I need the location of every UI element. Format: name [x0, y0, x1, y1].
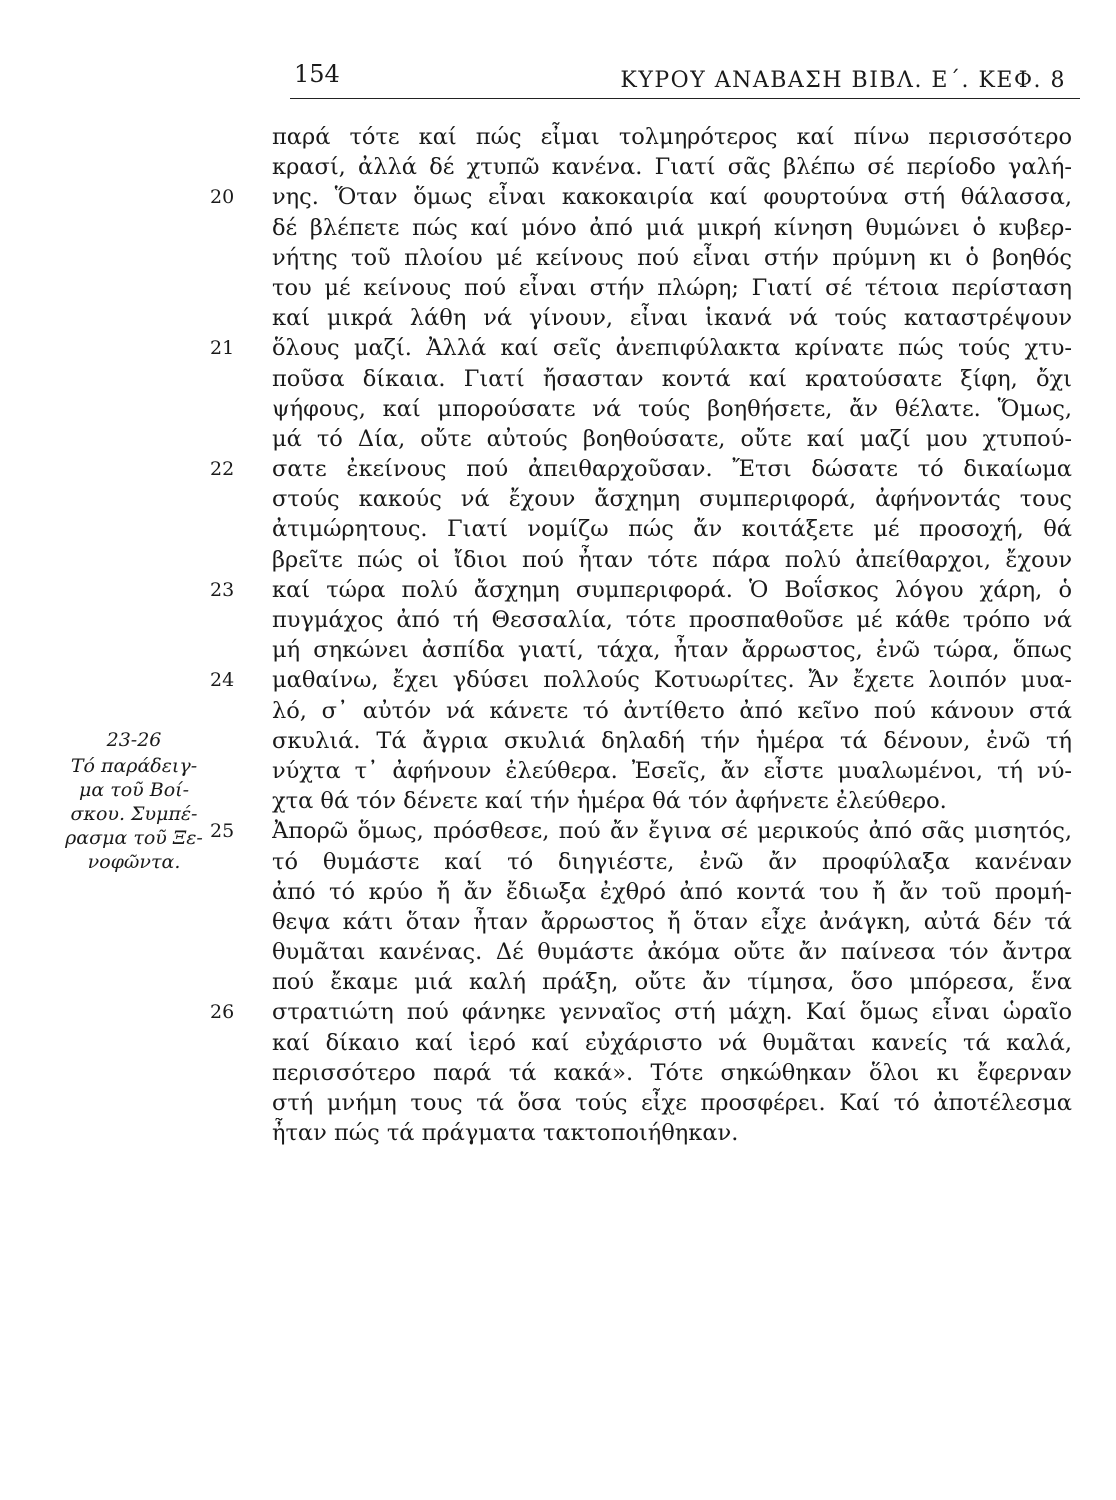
text-line — [210, 182, 1072, 212]
line-text: του μέ κείνους πού εἶναι στήν πλώρη; Γιατί σέ τέτοια περίσταση — [272, 274, 1072, 301]
line-text: στή μνήμη τους τά ὅσα τούς εἶχε προσφέρει. Καί τό ἀποτέλεσμα — [272, 1090, 1072, 1116]
line-text: θεψα κάτι ὅταν ἦταν ἄρρωστος ἤ ὅταν εἶχε ἀνάγκη, αὐτά δέν τά — [272, 908, 1072, 935]
text-line — [272, 303, 1072, 333]
line-text: σκυλιά. Τά ἄγρια σκυλιά δηλαδή τήν ἡμέρα τά δένουν, ἐνῶ τή — [272, 727, 1072, 754]
text-line — [210, 816, 1072, 846]
line-text: παρά τότε καί πώς εἶμαι τολμηρότερος καί πίνω περισσότερο — [272, 124, 1072, 150]
line-text: κρασί, ἀλλά δέ χτυπῶ κανένα. Γιατί σᾶς βλέπω σέ περίοδο γαλή- — [272, 154, 1072, 181]
line-text: πού ἔκαμε μιά καλή πράξη, οὔτε ἄν τίμησα, ὅσο μπόρεσα, ἕνα — [272, 969, 1072, 996]
line-text: μαθαίνω, ἔχει γδύσει πολλούς Κοτυωρίτες. Ἄν ἔχετε λοιπόν μυα- — [272, 667, 1072, 694]
verse-number: 24 — [210, 669, 235, 692]
text-line — [210, 575, 1072, 605]
body-text — [210, 122, 1072, 1148]
line-text: καί δίκαιο καί ἱερό καί εὐχάριστο νά θυμᾶται κανείς τά καλά, — [272, 1029, 1072, 1056]
line-text: καί τώρα πολύ ἄσχημη συμπεριφορά. Ὁ Βοΐσκος λόγου χάρη, ὁ — [272, 576, 1072, 603]
line-text: τό θυμάστε καί τό διηγιέστε, ἐνῶ ἄν προφύλαξα κανέναν — [272, 848, 1072, 875]
text-line — [272, 756, 1072, 786]
text-line — [272, 1028, 1072, 1058]
line-text: χτα θά τόν δένετε καί τήν ἡμέρα θά τόν ἀφήνετε ἐλεύθερο. — [272, 788, 947, 815]
line-text: λό, σ᾽ αὐτόν νά κάνετε τό ἀντίθετο ἀπό κεῖνο πού κάνουν στά — [272, 697, 1072, 724]
line-text: στρατιώτη πού φάνηκε γενναῖος στή μάχη. Καί ὅμως εἶναι ὡραῖο — [272, 999, 1072, 1026]
line-text: θυμᾶται κανένας. Δέ θυμάστε ἀκόμα οὔτε ἄν παίνεσα τόν ἄντρα — [272, 939, 1072, 966]
text-line — [272, 1058, 1072, 1088]
text-line — [272, 545, 1072, 575]
text-line — [210, 997, 1072, 1027]
text-line — [272, 605, 1072, 635]
line-text: Ἀπορῶ ὅμως, πρόσθεσε, πού ἄν ἔγινα σέ μερικούς ἀπό σᾶς μισητός, — [272, 818, 1072, 845]
text-line — [272, 243, 1072, 273]
line-text: νης. Ὅταν ὅμως εἶναι κακοκαιρία καί φουρτούνα στή θάλασσα, — [272, 184, 1072, 211]
text-line — [272, 424, 1072, 454]
marginal-note-line: σκου. Συμπέ- — [70, 803, 198, 825]
running-title: ΚΥΡΟΥ ΑΝΑΒΑΣΗ ΒΙΒΛ. Ε΄. ΚΕΦ. 8 — [620, 68, 1066, 93]
line-text: ψήφους, καί μπορούσατε νά τούς βοηθήσετε, ἄν θέλατε. Ὅμως, — [272, 395, 1072, 422]
line-text: πυγμάχος ἀπό τή Θεσσαλία, τότε προσπαθοῦσε μέ κάθε τρόπο νά — [272, 607, 1072, 633]
page-number: 154 — [294, 60, 340, 88]
text-line — [272, 122, 1072, 152]
marginal-note-line: ρασμα τοῦ Ξε- — [65, 827, 203, 849]
line-text: ποῦσα δίκαια. Γιατί ἤσασταν κοντά καί κρατούσατε ξίφη, ὄχι — [272, 365, 1072, 392]
line-text: νήτης τοῦ πλοίου μέ κείνους πού εἶναι στήν πρύμνη κι ὁ βοηθός — [272, 244, 1072, 271]
verse-number: 26 — [210, 1001, 235, 1024]
line-text: βρεῖτε πώς οἱ ἴδιοι πού ἦταν τότε πάρα πολύ ἀπείθαρχοι, ἔχουν — [272, 546, 1072, 573]
verse-number: 23 — [210, 578, 235, 601]
marginal-note — [54, 728, 214, 874]
text-line — [272, 213, 1072, 243]
marginal-note-line: Τό παράδειγ- — [70, 755, 198, 777]
page-header — [290, 58, 1080, 99]
text-line — [272, 1118, 1072, 1148]
text-line — [272, 786, 1072, 816]
line-text: δέ βλέπετε πώς καί μόνο ἀπό μιά μικρή κίνηση θυμώνει ὁ κυβερ- — [272, 214, 1072, 241]
text-line — [272, 847, 1072, 877]
line-text: μή σηκώνει ἀσπίδα γιατί, τάχα, ἦταν ἄρρωστος, ἐνῶ τώρα, ὅπως — [272, 637, 1072, 664]
text-line — [272, 1088, 1072, 1118]
line-text: μά τό Δία, οὔτε αὐτούς βοηθούσατε, οὔτε καί μαζί μου χτυπού- — [272, 425, 1072, 452]
text-line — [272, 514, 1072, 544]
verse-number: 20 — [210, 186, 235, 209]
line-text: ἦταν πώς τά πράγματα τακτοποιήθηκαν. — [272, 1120, 739, 1147]
verse-number: 22 — [210, 458, 235, 481]
text-line — [210, 665, 1072, 695]
marginal-note-ref: 23-26 — [106, 729, 162, 751]
line-text: ἀτιμώρητους. Γιατί νομίζω πώς ἄν κοιτάξετε μέ προσοχή, θά — [272, 516, 1072, 543]
text-line — [272, 696, 1072, 726]
text-line — [272, 484, 1072, 514]
line-text: ὅλους μαζί. Ἀλλά καί σεῖς ἀνεπιφύλακτα κρίνατε πώς τούς χτυ- — [272, 335, 1072, 362]
text-line — [272, 877, 1072, 907]
line-text: στούς κακούς νά ἔχουν ἄσχημη συμπεριφορά, ἀφήνοντάς τους — [272, 486, 1072, 513]
line-text: νύχτα τ᾽ ἀφήνουν ἐλεύθερα. Ἐσεῖς, ἄν εἶστε μυαλωμένοι, τή νύ- — [272, 757, 1072, 784]
text-line — [210, 454, 1072, 484]
text-line — [272, 635, 1072, 665]
text-line — [272, 394, 1072, 424]
marginal-note-line: νοφῶντα. — [87, 851, 181, 873]
marginal-note-line: μα τοῦ Βοί- — [78, 779, 190, 801]
text-line — [272, 967, 1072, 997]
text-line — [272, 907, 1072, 937]
line-text: σατε ἐκείνους πού ἀπειθαρχοῦσαν. Ἔτσι δώσατε τό δικαίωμα — [272, 456, 1072, 483]
text-line — [272, 152, 1072, 182]
line-text: περισσότερο παρά τά κακά». Τότε σηκώθηκαν ὅλοι κι ἔφερναν — [272, 1059, 1072, 1086]
text-line — [272, 726, 1072, 756]
text-line — [272, 273, 1072, 303]
verse-number: 25 — [210, 820, 235, 843]
text-line — [272, 364, 1072, 394]
line-text: ἀπό τό κρύο ἤ ἄν ἔδιωξα ἐχθρό ἀπό κοντά του ἤ ἄν τοῦ προμή- — [272, 878, 1072, 905]
text-line — [272, 937, 1072, 967]
verse-number: 21 — [210, 337, 235, 360]
line-text: καί μικρά λάθη νά γίνουν, εἶναι ἱκανά νά τούς καταστρέψουν — [272, 305, 1072, 332]
text-line — [210, 333, 1072, 363]
